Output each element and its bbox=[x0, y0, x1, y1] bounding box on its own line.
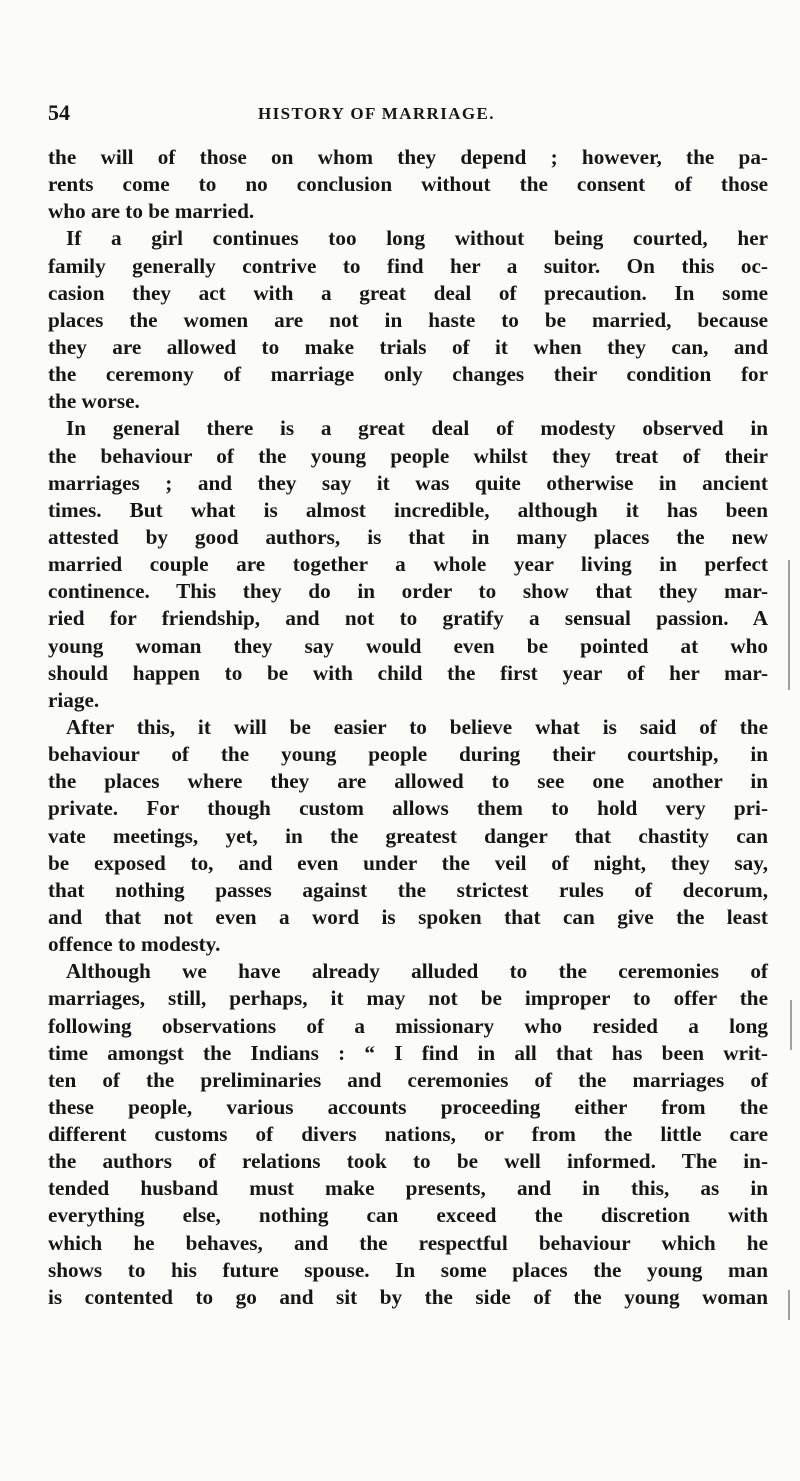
text-line: time amongst the Indians : “ I find in all that has been writ- bbox=[48, 1040, 768, 1065]
text-line: vate meetings, yet, in the greatest danger that chastity can bbox=[48, 823, 768, 848]
text-line: Although we have already alluded to the ceremonies of bbox=[66, 959, 768, 984]
text-line: riage. bbox=[48, 687, 100, 712]
text-line: that nothing passes against the strictest rules of decorum, bbox=[48, 877, 768, 902]
text-line: If a girl continues too long without being courted, her bbox=[66, 226, 768, 251]
text-line: the places where they are allowed to see one another in bbox=[48, 769, 768, 794]
text-line: ried for friendship, and not to gratify a sensual passion. A bbox=[48, 606, 768, 631]
text-line: young woman they say would even be pointed at who bbox=[48, 633, 768, 658]
text-line: should happen to be with child the first year of her mar- bbox=[48, 660, 768, 685]
text-line: behaviour of the young people during their courtship, in bbox=[48, 742, 768, 767]
running-head: HISTORY OF MARRIAGE. bbox=[258, 104, 495, 123]
text-line: the authors of relations took to be well informed. The in- bbox=[48, 1149, 768, 1174]
text-line: the ceremony of marriage only changes their condition for bbox=[48, 362, 768, 387]
text-line: they are allowed to make trials of it when they can, and bbox=[48, 334, 768, 359]
text-line: marriages, still, perhaps, it may not be improper to offer the bbox=[48, 986, 768, 1011]
text-line: different customs of divers nations, or from the little care bbox=[48, 1122, 768, 1147]
page-edge-mark bbox=[788, 1290, 790, 1320]
text-line: the behaviour of the young people whilst they treat of their bbox=[48, 443, 768, 468]
text-line: who are to be married. bbox=[48, 199, 255, 224]
text-line: family generally contrive to find her a suitor. On this oc- bbox=[48, 253, 768, 278]
text-line: After this, it will be easier to believe what is said of the bbox=[66, 714, 768, 739]
text-line: shows to his future spouse. In some places the young man bbox=[48, 1257, 768, 1282]
page-header bbox=[48, 100, 773, 136]
text-line: tended husband must make presents, and in this, as in bbox=[48, 1176, 768, 1201]
text-line: be exposed to, and even under the veil of night, they say, bbox=[48, 850, 768, 875]
text-line: rents come to no conclusion without the consent of those bbox=[48, 172, 768, 197]
text-line: following observations of a missionary who resided a long bbox=[48, 1013, 768, 1038]
text-line: and that not even a word is spoken that can give the least bbox=[48, 904, 768, 929]
text-line: private. For though custom allows them to hold very pri- bbox=[48, 796, 768, 821]
text-line: the will of those on whom they depend ; however, the pa- bbox=[48, 145, 768, 169]
text-line: casion they act with a great deal of precaution. In some bbox=[48, 280, 768, 305]
text-line: attested by good authors, is that in many places the new bbox=[48, 524, 768, 549]
text-line: offence to modesty. bbox=[48, 932, 221, 957]
text-line: In general there is a great deal of modesty observed in bbox=[66, 416, 768, 441]
text-line: these people, various accounts proceeding either from the bbox=[48, 1094, 768, 1119]
text-line: continence. This they do in order to show that they mar- bbox=[48, 579, 768, 604]
text-line: ten of the preliminaries and ceremonies of the marriages of bbox=[48, 1067, 768, 1092]
text-line: which he behaves, and the respectful behaviour which he bbox=[48, 1230, 768, 1255]
text-line: places the women are not in haste to be married, because bbox=[48, 307, 768, 332]
text-line: times. But what is almost incredible, although it has been bbox=[48, 497, 768, 522]
text-line: the worse. bbox=[48, 389, 140, 414]
body-text bbox=[48, 144, 768, 1311]
page-edge-mark bbox=[790, 1000, 792, 1050]
text-line: is contented to go and sit by the side of the young woman bbox=[48, 1284, 768, 1309]
text-line: everything else, nothing can exceed the discretion with bbox=[48, 1203, 768, 1228]
text-line: marriages ; and they say it was quite otherwise in ancient bbox=[48, 470, 768, 495]
page-edge-mark bbox=[788, 560, 790, 690]
page-number: 54 bbox=[48, 100, 70, 125]
text-line: married couple are together a whole year living in perfect bbox=[48, 552, 768, 577]
